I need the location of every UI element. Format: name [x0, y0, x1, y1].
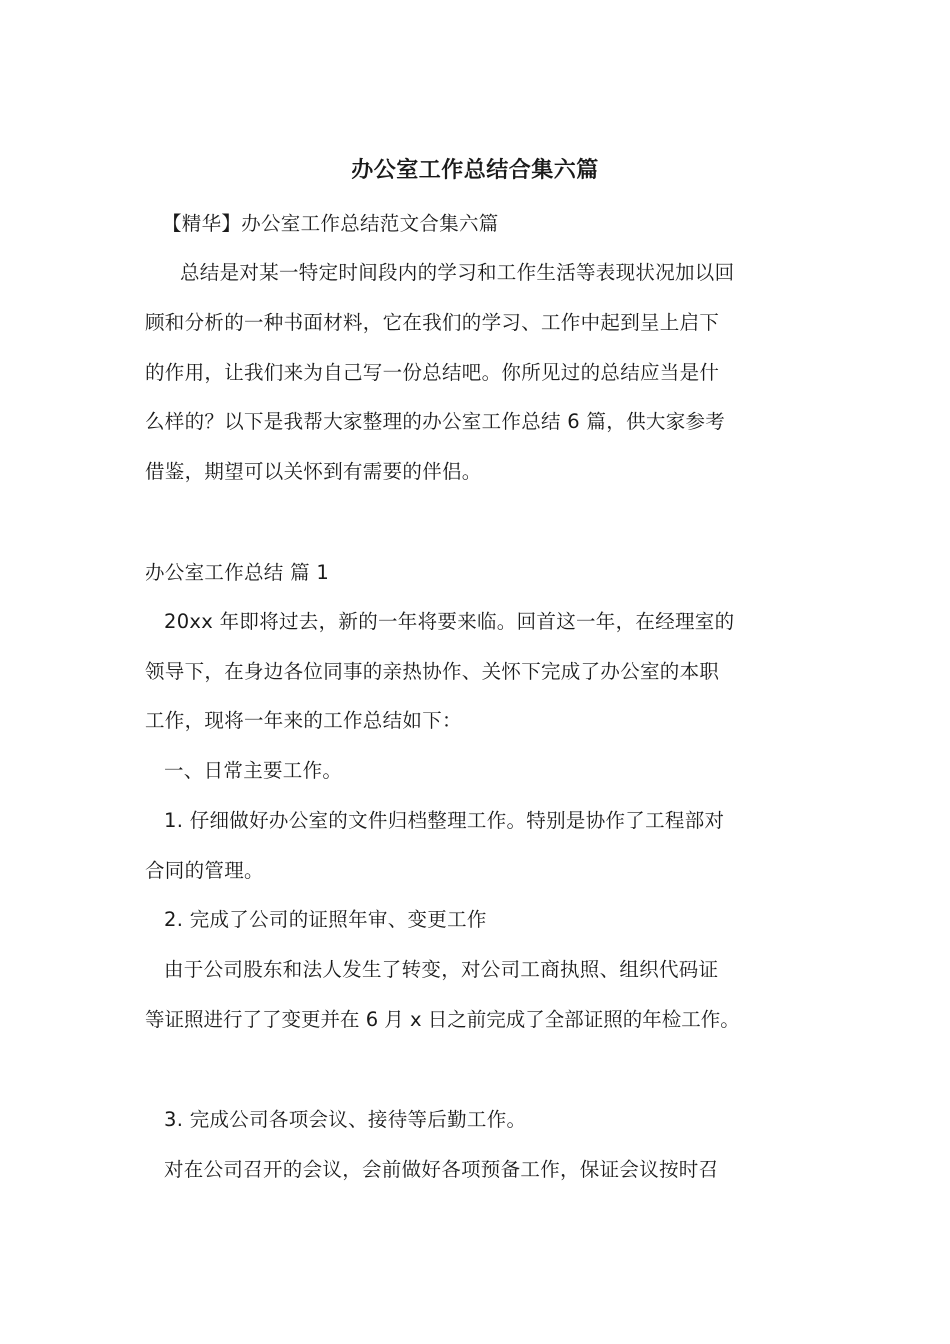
body-line: 等证照进行了了变更并在 6 月 x 日之前完成了全部证照的年检工作。: [145, 1008, 740, 1031]
body-line: 工作，现将一年来的工作总结如下：: [145, 709, 462, 732]
body-line: 对在公司召开的会议，会前做好各项预备工作，保证会议按时召: [164, 1158, 719, 1181]
section-heading: 办公室工作总结 篇 1: [145, 561, 330, 584]
body-line: 由于公司股东和法人发生了转变，对公司工商执照、组织代码证: [164, 958, 719, 981]
body-line: 1. 仔细做好办公室的文件归档整理工作。特别是协作了工程部对: [164, 809, 725, 832]
body-line: 2. 完成了公司的证照年审、变更工作: [164, 908, 487, 931]
body-line: 20xx 年即将过去，新的一年将要来临。回首这一年，在经理室的: [164, 610, 735, 633]
intro-line: 总结是对某一特定时间段内的学习和工作生活等表现状况加以回: [180, 261, 735, 284]
body-line: 合同的管理。: [145, 859, 264, 882]
document-subtitle: 【精华】办公室工作总结范文合集六篇: [162, 212, 499, 235]
intro-line: 么样的？以下是我帮大家整理的办公室工作总结 6 篇，供大家参考: [145, 410, 726, 433]
intro-line: 借鉴，期望可以关怀到有需要的伴侣。: [145, 460, 482, 483]
intro-line: 顾和分析的一种书面材料，它在我们的学习、工作中起到呈上启下: [145, 311, 720, 334]
body-line: 领导下，在身边各位同事的亲热协作、关怀下完成了办公室的本职: [145, 660, 720, 683]
document-title: 办公室工作总结合集六篇: [351, 157, 599, 183]
body-line: 一、日常主要工作。: [164, 759, 343, 782]
intro-line: 的作用，让我们来为自己写一份总结吧。你所见过的总结应当是什: [145, 361, 720, 384]
body-line: 3. 完成公司各项会议、接待等后勤工作。: [164, 1108, 527, 1131]
